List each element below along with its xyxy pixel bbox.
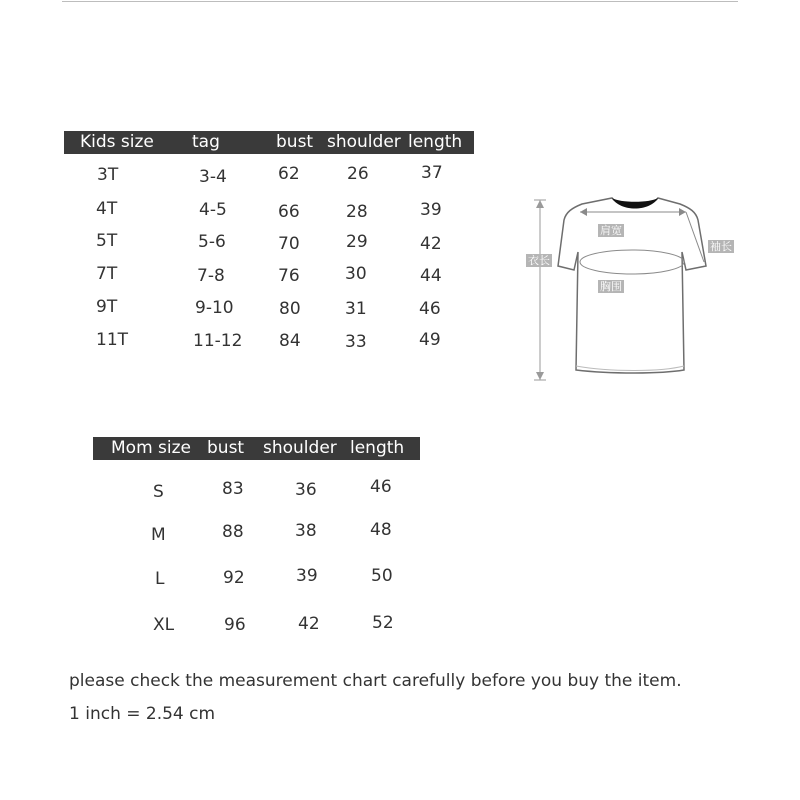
mom-header-size: Mom size	[111, 438, 191, 458]
chest-label: 胸围	[600, 280, 622, 293]
measurement-note: please check the measurement chart carefully before you buy the item.	[69, 671, 682, 691]
kids-header-length: length	[408, 132, 463, 152]
kids-row-5-shoulder: 33	[345, 332, 367, 352]
kids-row-0-length: 37	[421, 163, 443, 183]
kids-table-header	[64, 131, 474, 154]
kids-row-3-bust: 76	[278, 266, 300, 286]
shoulder-width-label: 肩宽	[600, 224, 622, 237]
kids-header-tag: tag	[192, 132, 220, 152]
kids-row-3-tag: 7-8	[197, 266, 225, 286]
kids-row-4-length: 46	[419, 299, 441, 319]
kids-row-1-length: 39	[420, 200, 442, 220]
kids-row-4-bust: 80	[279, 299, 301, 319]
sleeve-length-label: 袖长	[710, 240, 732, 253]
kids-row-4-tag: 9-10	[195, 298, 234, 318]
kids-row-3-size: 7T	[96, 264, 118, 284]
kids-header-bust: bust	[276, 132, 314, 152]
kids-row-0-size: 3T	[97, 165, 119, 185]
top-divider	[62, 1, 738, 2]
kids-row-4-size: 9T	[96, 297, 118, 317]
mom-row-2-size: L	[155, 569, 165, 589]
mom-row-1-bust: 88	[222, 522, 244, 542]
kids-row-2-shoulder: 29	[346, 232, 368, 252]
mom-row-3-shoulder: 42	[298, 614, 320, 634]
mom-row-1-shoulder: 38	[295, 521, 317, 541]
kids-row-2-size: 5T	[96, 231, 118, 251]
mom-row-3-size: XL	[153, 615, 175, 635]
kids-row-2-length: 42	[420, 234, 442, 254]
kids-row-1-size: 4T	[96, 199, 118, 219]
kids-row-5-length: 49	[419, 330, 441, 350]
kids-row-0-shoulder: 26	[347, 164, 369, 184]
kids-header-shoulder: shoulder	[327, 132, 401, 152]
mom-row-1-length: 48	[370, 520, 392, 540]
body-length-label: 衣长	[528, 254, 550, 267]
kids-row-5-tag: 11-12	[193, 331, 243, 351]
kids-row-4-shoulder: 31	[345, 299, 367, 319]
kids-header-size: Kids size	[80, 132, 154, 152]
mom-row-1-size: M	[151, 525, 166, 545]
kids-row-3-length: 44	[420, 266, 442, 286]
mom-row-2-length: 50	[371, 566, 393, 586]
mom-row-2-bust: 92	[223, 568, 245, 588]
tshirt-illustration	[520, 190, 750, 385]
kids-row-3-shoulder: 30	[345, 264, 367, 284]
mom-row-0-bust: 83	[222, 479, 244, 499]
tshirt-measurement-diagram	[520, 190, 750, 385]
mom-row-3-length: 52	[372, 613, 394, 633]
mom-header-length: length	[350, 438, 405, 458]
inch-conversion-note: 1 inch = 2.54 cm	[69, 704, 216, 724]
mom-header-shoulder: shoulder	[263, 438, 337, 458]
kids-row-0-tag: 3-4	[199, 167, 227, 187]
mom-row-0-size: S	[153, 482, 164, 502]
kids-row-5-size: 11T	[96, 330, 129, 350]
kids-row-1-shoulder: 28	[346, 202, 368, 222]
kids-row-0-bust: 62	[278, 164, 300, 184]
mom-row-0-length: 46	[370, 477, 392, 497]
kids-row-1-bust: 66	[278, 202, 300, 222]
mom-row-2-shoulder: 39	[296, 566, 318, 586]
kids-row-5-bust: 84	[279, 331, 301, 351]
mom-header-bust: bust	[207, 438, 245, 458]
kids-row-2-tag: 5-6	[198, 232, 226, 252]
kids-row-2-bust: 70	[278, 234, 300, 254]
mom-row-3-bust: 96	[224, 615, 246, 635]
mom-row-0-shoulder: 36	[295, 480, 317, 500]
kids-row-1-tag: 4-5	[199, 200, 227, 220]
mom-table-header	[93, 437, 420, 460]
